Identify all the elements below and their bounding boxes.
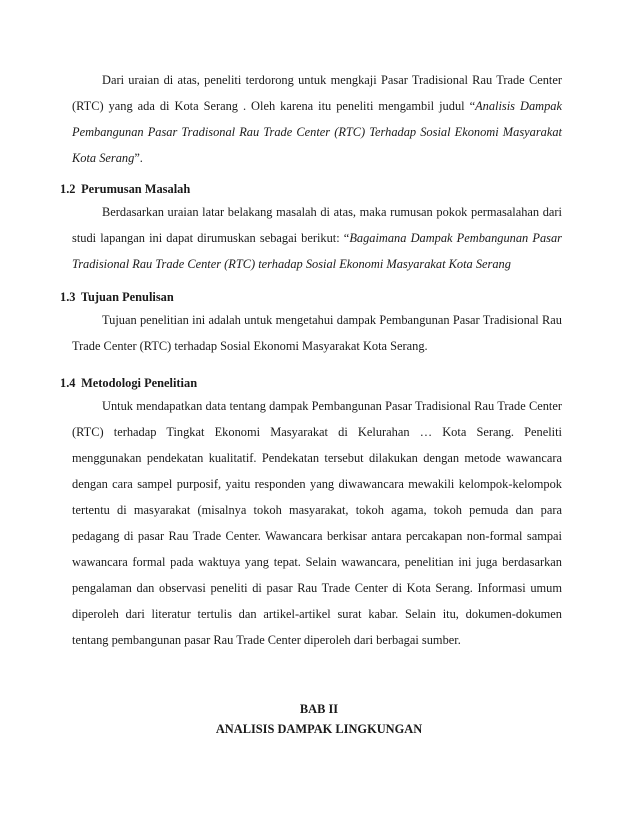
intro-paragraph: [72, 67, 562, 171]
section-1-2-body: [72, 199, 562, 277]
section-1-3-heading: [60, 287, 174, 307]
chapter-label: BAB II: [299, 702, 339, 716]
section-1-2-title: Perumusan Masalah: [81, 182, 191, 196]
chapter-title: ANALISIS DAMPAK LINGKUNGAN: [215, 722, 423, 736]
section-1-4-number: 1.4: [60, 376, 76, 390]
intro-text-before: Dari uraian di atas, peneliti terdorong untuk mengkaji Pasar Tradisional Rau Trade Center (RTC) yang ada di Kota Serang . Oleh karena itu peneliti mengambil judul “: [72, 73, 562, 113]
section-1-4-heading: [60, 373, 197, 393]
section-1-3-number: 1.3: [60, 290, 76, 304]
section-1-2-heading: [60, 179, 190, 199]
section-1-2-text-before: Berdasarkan uraian latar belakang masalah di atas, maka rumusan pokok permasalahan dari studi lapangan ini dapat dirumuskan sebagai berikut: “: [72, 205, 562, 245]
section-1-2-question-italic: Bagaimana Dampak Pembangunan Pasar Tradisional Rau Trade Center (RTC) terhadap Sosial Ekonomi Masyarakat Kota Serang: [72, 231, 562, 271]
section-1-4-title: Metodologi Penelitian: [81, 376, 198, 390]
section-1-3-title: Tujuan Penulisan: [80, 290, 174, 304]
intro-title-italic: Analisis Dampak Pembangunan Pasar Tradisonal Rau Trade Center (RTC) Terhadap Sosial Ekonomi Masyarakat Kota Serang: [72, 99, 562, 165]
section-1-2-number: 1.2: [60, 182, 76, 196]
section-1-4-body: Untuk mendapatkan data tentang dampak Pembangunan Pasar Tradisional Rau Trade Center (RTC) terhadap Tingkat Ekonomi Masyarakat di Kelurahan … Kota Serang. Peneliti menggunakan pendekatan kualitatif. Pendekatan tersebut dilakukan dengan metode wawancara dengan cara sampel purposif, yaitu responden yang diwawancara mewakili kelompok-kelompok tertentu di masyarakat (misalnya tokoh masyarakat, tokoh agama, tokoh pemuda dan para pedagang di pasar Rau Trade Center. Wawancara berkisar antara percakapan non-formal sampai wawancara formal pada waktuya yang tepat. Selain wawancara, penelitian ini juga berdasarkan pengalaman dan observasi peneliti di pasar Rau Trade Center di Kota Serang. Informasi umum diperoleh dari literatur tertulis dan artikel-artikel surat kabar. Selain itu, dokumen-dokumen tentang pembangunan pasar Rau Trade Center diperoleh dari berbagai sumber.: [72, 399, 562, 647]
section-1-3-body: Tujuan penelitian ini adalah untuk mengetahui dampak Pembangunan Pasar Tradisional Rau Trade Center (RTC) terhadap Sosial Ekonomi Masyarakat Kota Serang.: [72, 313, 562, 353]
intro-text-after: ”.: [134, 151, 143, 165]
